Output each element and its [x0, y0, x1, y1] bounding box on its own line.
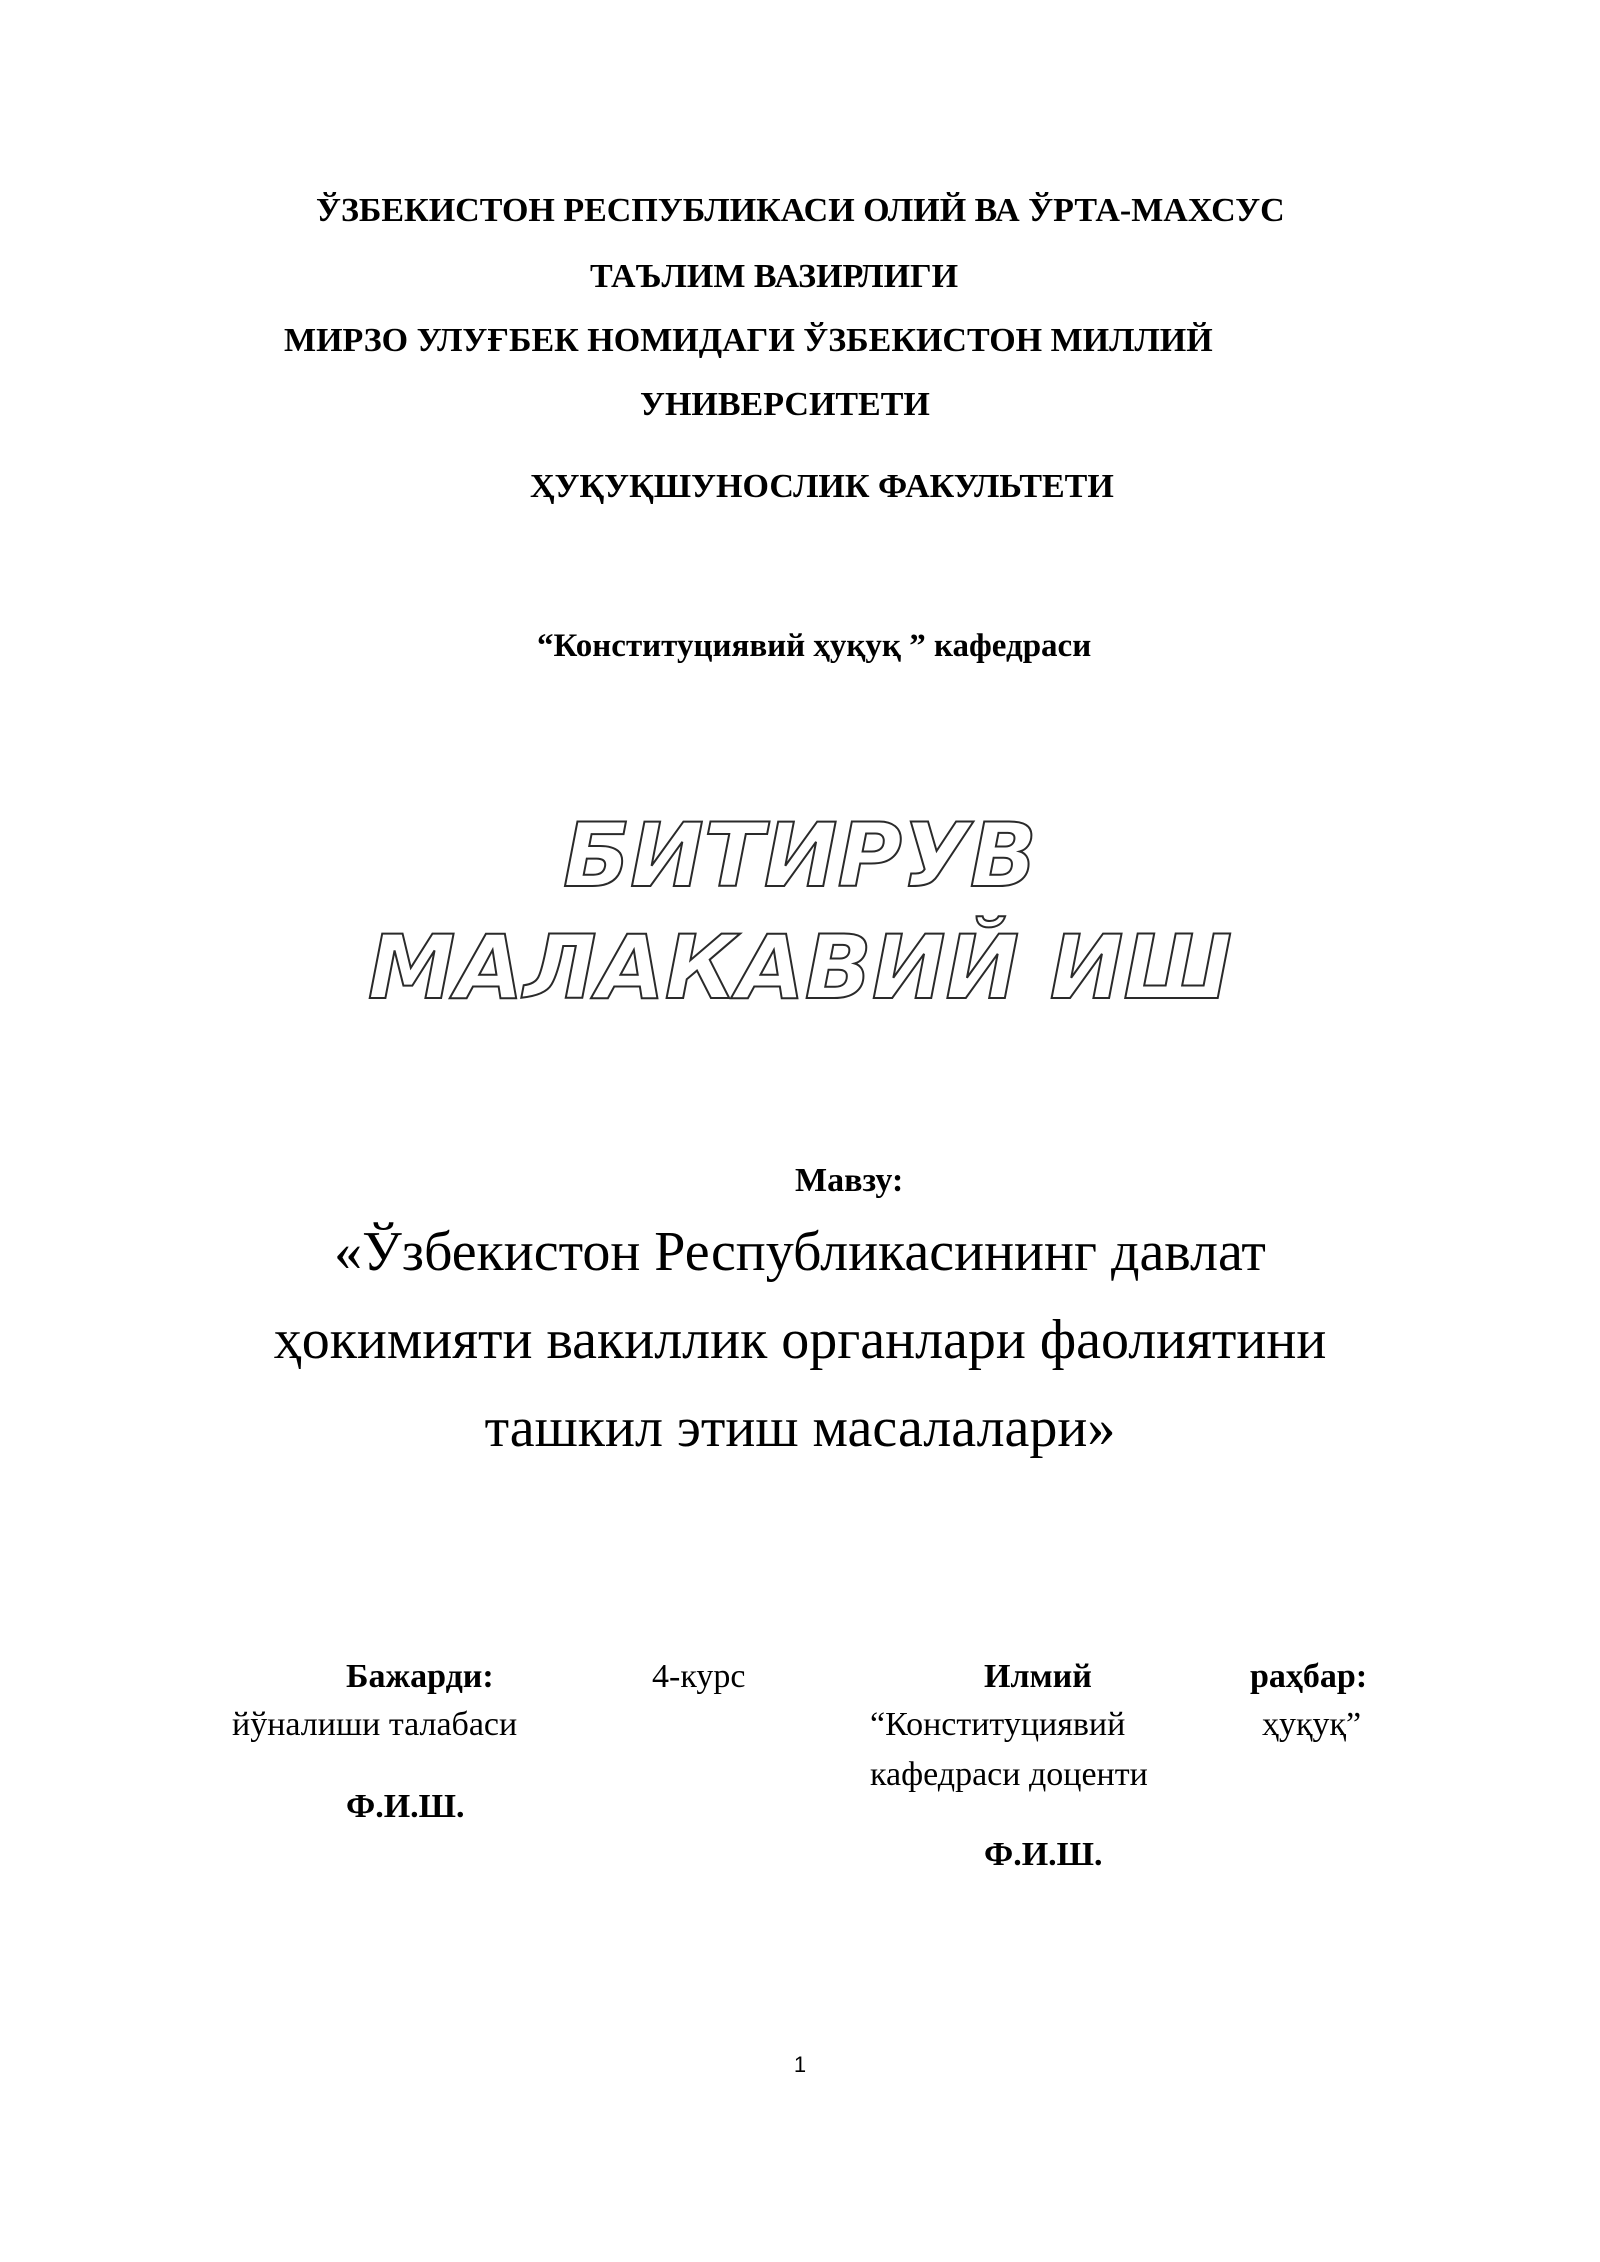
author-fio: Ф.И.Ш. [346, 1788, 465, 1825]
author-course: 4-курс [652, 1658, 746, 1695]
work-type-line2: МАЛАКАВИЙ ИШ [367, 916, 1233, 1019]
topic-title [0, 1208, 1600, 1472]
supervisor-label-word2: раҳбар: [1250, 1658, 1368, 1695]
topic-line3: ташкил этиш масалалари» [484, 1397, 1116, 1459]
university-title-line2: УНИВЕРСИТЕТИ [640, 386, 930, 423]
supervisor-fio: Ф.И.Ш. [984, 1836, 1103, 1873]
page-number: 1 [793, 2052, 807, 2077]
topic-label: Мавзу: [795, 1162, 904, 1199]
author-direction: йўналиши талабаси [232, 1706, 518, 1743]
ministry-title-line1: ЎЗБЕКИСТОН РЕСПУБЛИКАСИ ОЛИЙ ВА ЎРТА-МАХСУС [316, 192, 1285, 229]
ministry-title-line2: ТАЪЛИМ ВАЗИРЛИГИ [590, 258, 959, 295]
author-label: Бажарди: [346, 1658, 494, 1695]
supervisor-dept-part2: ҳуқуқ” [1262, 1706, 1362, 1743]
topic-line2: ҳокимияти вакиллик органлари фаолиятини [273, 1309, 1327, 1371]
supervisor-label-word1: Илмий [984, 1658, 1092, 1695]
work-type-heading [0, 800, 1600, 1024]
department-title: “Конституциявий ҳуқуқ ” кафедраси [537, 628, 1092, 664]
faculty-title: ҲУҚУҚШУНОСЛИК ФАКУЛЬТЕТИ [530, 468, 1114, 505]
supervisor-dept-part1: “Конституциявий [870, 1706, 1126, 1743]
supervisor-dept-line2: кафедраси доценти [870, 1756, 1148, 1793]
work-type-line1: БИТИРУВ [563, 804, 1037, 907]
topic-line1: «Ўзбекистон Республикасининг давлат [334, 1221, 1266, 1283]
university-title-line1: МИРЗО УЛУҒБЕК НОМИДАГИ ЎЗБЕКИСТОН МИЛЛИЙ [284, 322, 1213, 359]
